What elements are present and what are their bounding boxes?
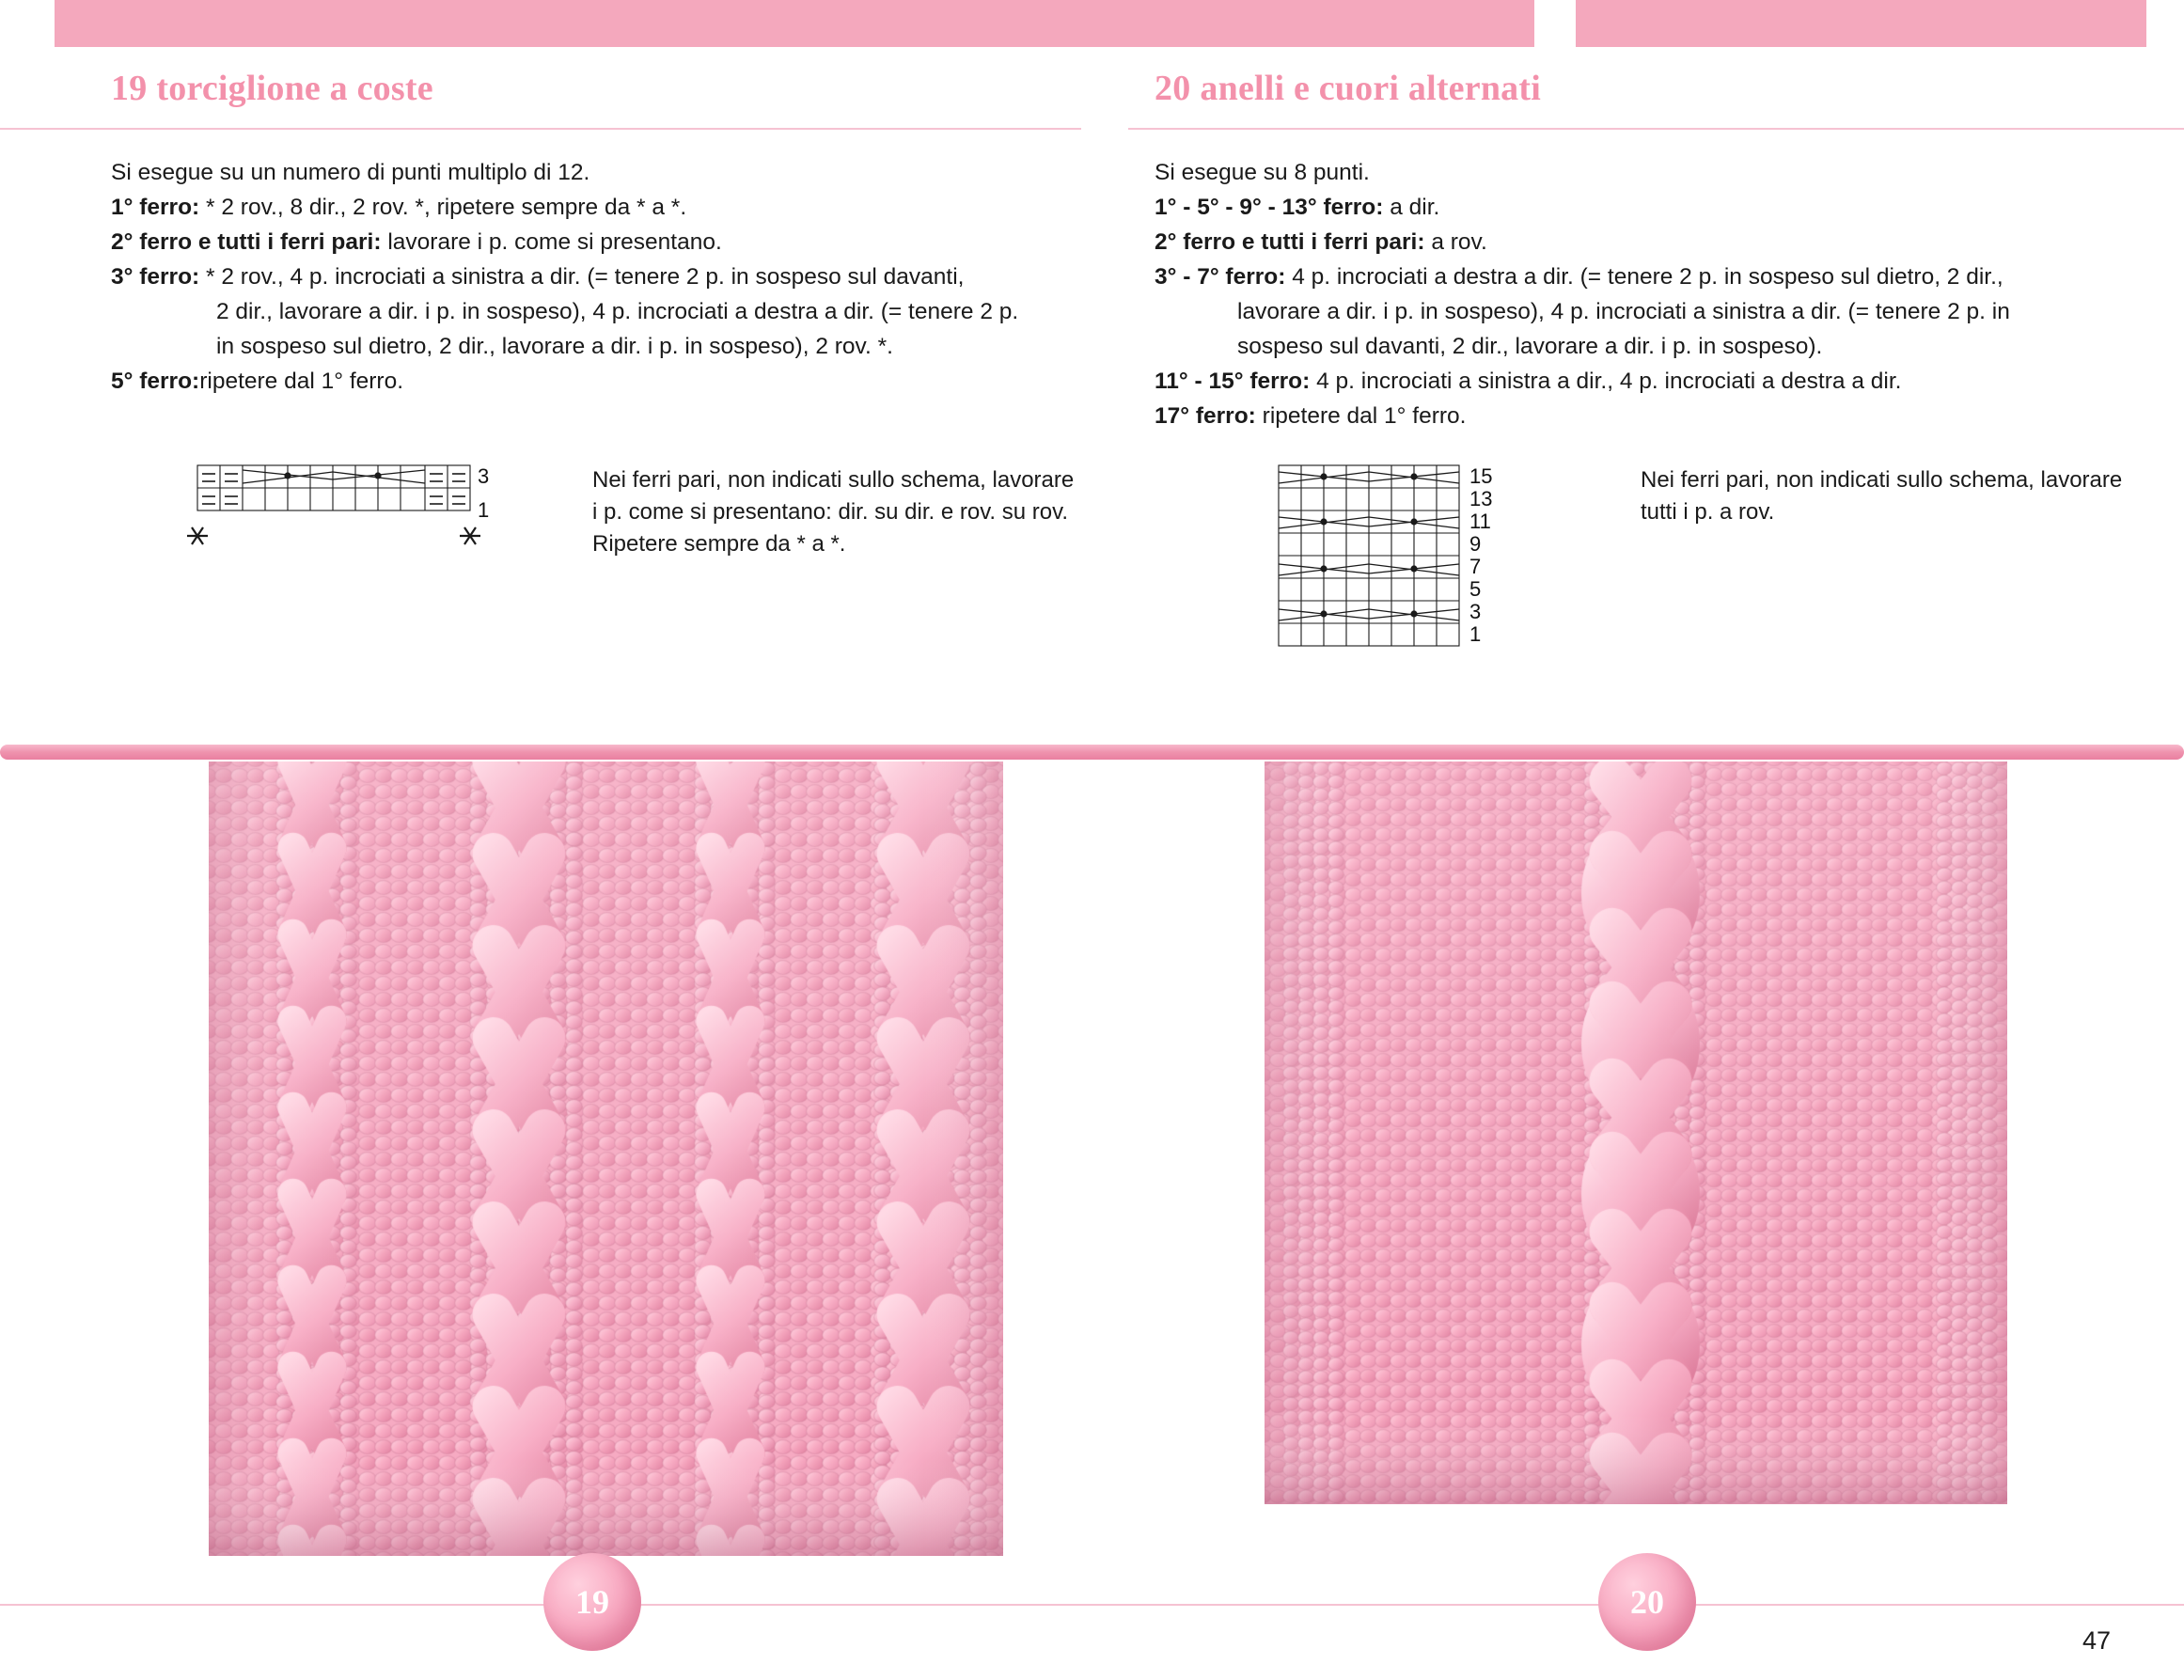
band-center-gap (1534, 0, 1576, 47)
row-text: ripetere dal 1° ferro. (1262, 403, 1467, 429)
row-text: * 2 rov., 4 p. incrociati a sinistra a dir. (= tenere 2 p. in sospeso sul davanti, (206, 264, 965, 290)
chart-20-svg (1274, 461, 1493, 658)
chart-20-rownum-11: 11 (1469, 510, 1491, 533)
pattern-19-title-text: torciglione a coste (156, 69, 433, 108)
pattern-20-row-3c: sospeso sul davanti, 2 dir., lavorare a dir. i p. in sospeso). (1237, 334, 1823, 359)
pattern-19-number: 19 (111, 69, 148, 108)
pattern-19-title (111, 68, 1079, 109)
chart-19 (179, 461, 489, 569)
chart-20-rownum-13: 13 (1469, 487, 1493, 510)
chart-20-note: Nei ferri pari, non indicati sullo schema, lavorare tutti i p. a rov. (1641, 467, 2123, 526)
chart-area-19 (179, 461, 1081, 569)
row-text: * 2 rov., 8 dir., 2 rov. *, ripetere sempre da * a *. (206, 195, 687, 220)
pattern-19-row-2 (111, 226, 1079, 259)
row-label: 2° ferro e tutti i ferri pari: (111, 229, 382, 255)
row-text: a dir. (1390, 195, 1440, 220)
pattern-20-row-3b: lavorare a dir. i p. in sospeso), 4 p. incrociati a sinistra a dir. (= tenere 2 p. in (1237, 299, 2010, 324)
row-label: 3° ferro: (111, 264, 200, 290)
top-pink-band (0, 0, 2184, 47)
band-left-notch (0, 0, 55, 47)
pattern-20-title (1155, 68, 2123, 109)
chart-20-rownum-1: 1 (1469, 622, 1482, 646)
pattern-20-row-3 (1155, 260, 2123, 294)
pattern-19-row-1 (111, 191, 1079, 225)
pattern-20-title-text: anelli e cuori alternati (1200, 69, 1541, 108)
chart-19-note: Nei ferri pari, non indicati sullo schema, lavorare i p. come si presentano: dir. su dir. e rov. su rov. Ripetere sempre da * a *. (592, 467, 1075, 557)
row-text: lavorare i p. come si presentano. (387, 229, 722, 255)
pattern-20-number: 20 (1155, 69, 1191, 108)
chart-19-rownum-1: 1 (478, 498, 490, 522)
pattern-19-row-3b: 2 dir., lavorare a dir. i p. in sospeso), 4 p. incrociati a destra a dir. (= tenere 2 p. (216, 299, 1019, 324)
pattern-20-instructions (1155, 156, 2123, 433)
divider-right (1128, 128, 2184, 130)
row-label: 11° - 15° ferro: (1155, 369, 1311, 394)
row-label: 17° ferro: (1155, 403, 1256, 429)
pattern-19-instructions (111, 156, 1079, 399)
chart-20-rownum-9: 9 (1469, 532, 1482, 556)
chart-20-rownum-7: 7 (1469, 555, 1482, 578)
pattern-20-row-2 (1155, 226, 2123, 259)
chart-20-rownum-5: 5 (1469, 577, 1482, 601)
chart-19-rownum-3: 3 (478, 464, 490, 488)
pattern-19-row-3c: in sospeso sul dietro, 2 dir., lavorare a dir. i p. in sospeso), 2 rov. *. (216, 334, 893, 359)
row-label: 2° ferro e tutti i ferri pari: (1155, 229, 1425, 255)
chart-20-row-numbers (1469, 466, 1492, 647)
row-label: 3° - 7° ferro: (1155, 264, 1286, 290)
knitting-swatch-20 (1265, 761, 2007, 1504)
pattern-20-intro: Si esegue su 8 punti. (1155, 160, 1370, 185)
pattern-block-19 (111, 68, 1079, 400)
pattern-block-20 (1155, 68, 2123, 434)
row-text: 4 p. incrociati a sinistra a dir., 4 p. incrociati a destra a dir. (1316, 369, 1902, 394)
row-text: a rov. (1431, 229, 1487, 255)
row-label: 5° ferro: (111, 369, 200, 394)
row-label: 1° ferro: (111, 195, 200, 220)
page-number: 47 (2082, 1626, 2111, 1655)
yarn-strand-decoration (0, 745, 2184, 760)
chart-19-svg (179, 461, 489, 564)
chart-area-20 (1274, 461, 2129, 663)
chart-20-rownum-3: 3 (1469, 600, 1482, 623)
pattern-20-ball-badge: 20 (1598, 1553, 1696, 1651)
row-text: ripetere dal 1° ferro. (199, 369, 404, 394)
divider-left (0, 128, 1081, 130)
knitting-swatch-19 (209, 761, 1003, 1556)
pattern-19-row-5 (111, 365, 1079, 399)
chart-20 (1274, 461, 1493, 663)
pattern-19-ball-badge: 19 (543, 1553, 641, 1651)
divider-bottom (0, 1604, 2184, 1606)
pattern-20-row-1 (1155, 191, 2123, 225)
pattern-19-intro: Si esegue su un numero di punti multiplo di 12. (111, 160, 590, 185)
pattern-20-row-17 (1155, 400, 2123, 433)
chart-20-rownum-15: 15 (1469, 464, 1493, 488)
chart-19-row-numbers (478, 466, 489, 521)
row-text: 4 p. incrociati a destra a dir. (= tenere 2 p. in sospeso sul dietro, 2 dir., (1292, 264, 2003, 290)
pattern-20-row-11 (1155, 365, 2123, 399)
band-right-notch (2146, 0, 2184, 47)
pattern-19-row-3 (111, 260, 1079, 294)
row-label: 1° - 5° - 9° - 13° ferro: (1155, 195, 1384, 220)
